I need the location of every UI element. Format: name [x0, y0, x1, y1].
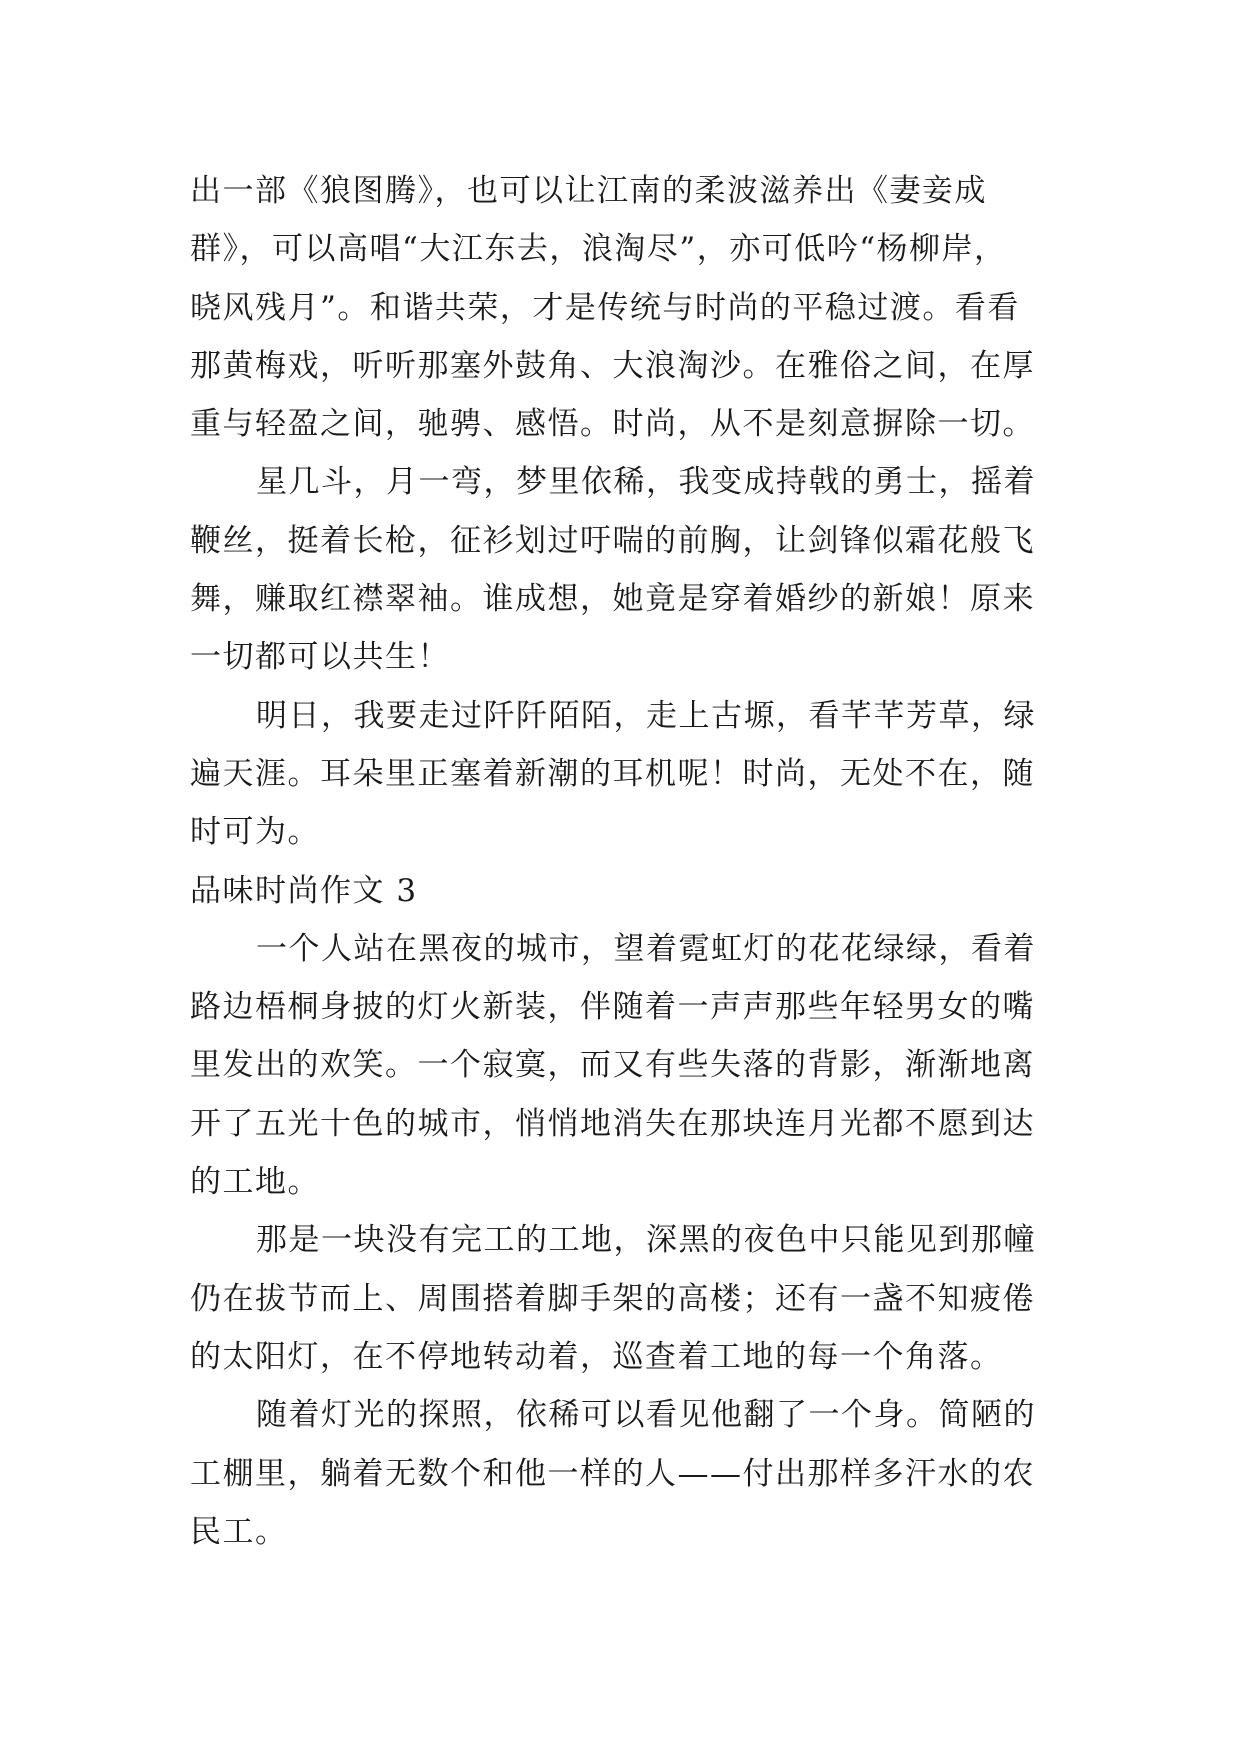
section-title: 品味时尚作文 3	[190, 872, 418, 909]
text-line: 时可为。	[190, 814, 320, 851]
section-paragraph-3	[190, 1386, 1060, 1561]
text-line: 明日，我要走过阡阡陌陌，走上古塬，看芊芊芳草，绿	[256, 697, 1036, 734]
text-line: 工棚里，躺着无数个和他一样的人——付出那样多汗水的农	[190, 1455, 1035, 1492]
text-line: 里发出的欢笑。一个寂寞，而又有些失落的背影，渐渐地离	[190, 1047, 1035, 1084]
section-paragraph-2	[190, 1211, 1060, 1386]
paragraph-3	[190, 687, 1060, 862]
text-line: 晓风残月”。和谐共荣，才是传统与时尚的平稳过渡。看看	[190, 289, 1020, 326]
section-paragraph-1	[190, 920, 1060, 1211]
text-line: 民工。	[190, 1513, 288, 1550]
text-line: 舞，赚取红襟翠袖。谁成想，她竟是穿着婚纱的新娘！原来	[190, 581, 1035, 618]
document-body	[190, 162, 1060, 1561]
text-line: 遍天涯。耳朵里正塞着新潮的耳机呢！时尚，无处不在，随	[190, 755, 1035, 792]
text-line: 仍在拔节而上、周围搭着脚手架的高楼；还有一盏不知疲倦	[190, 1280, 1035, 1317]
text-line: 鞭丝，挺着长枪，征衫划过吁喘的前胸，让剑锋似霜花般飞	[190, 522, 1035, 559]
text-line: 随着灯光的探照，依稀可以看见他翻了一个身。简陋的	[256, 1397, 1036, 1434]
text-line: 出一部《狼图腾》，也可以让江南的柔波滋养出《妻妾成	[190, 173, 987, 209]
text-line: 一切都可以共生！	[190, 639, 450, 676]
text-line: 一个人站在黑夜的城市，望着霓虹灯的花花绿绿，看着	[256, 930, 1036, 967]
text-line: 路边梧桐身披的灯火新装，伴随着一声声那些年轻男女的嘴	[190, 989, 1035, 1026]
text-line: 的太阳灯，在不停地转动着，巡查着工地的每一个角落。	[190, 1338, 1003, 1375]
text-line: 那黄梅戏，听听那塞外鼓角、大浪淘沙。在雅俗之间，在厚	[190, 347, 1035, 384]
text-line: 开了五光十色的城市，悄悄地消失在那块连月光都不愿到达	[190, 1105, 1035, 1142]
paragraph-1	[190, 162, 1060, 453]
text-line: 星几斗，月一弯，梦里依稀，我变成持戟的勇士，摇着	[256, 464, 1036, 501]
text-line: 那是一块没有完工的工地，深黑的夜色中只能见到那幢	[256, 1222, 1036, 1259]
paragraph-2	[190, 453, 1060, 686]
text-line: 群》，可以高唱“大江东去，浪淘尽”，亦可低吟“杨柳岸，	[190, 231, 1007, 268]
text-line: 重与轻盈之间，驰骋、感悟。时尚，从不是刻意摒除一切。	[190, 406, 1035, 443]
text-line: 的工地。	[190, 1164, 320, 1201]
